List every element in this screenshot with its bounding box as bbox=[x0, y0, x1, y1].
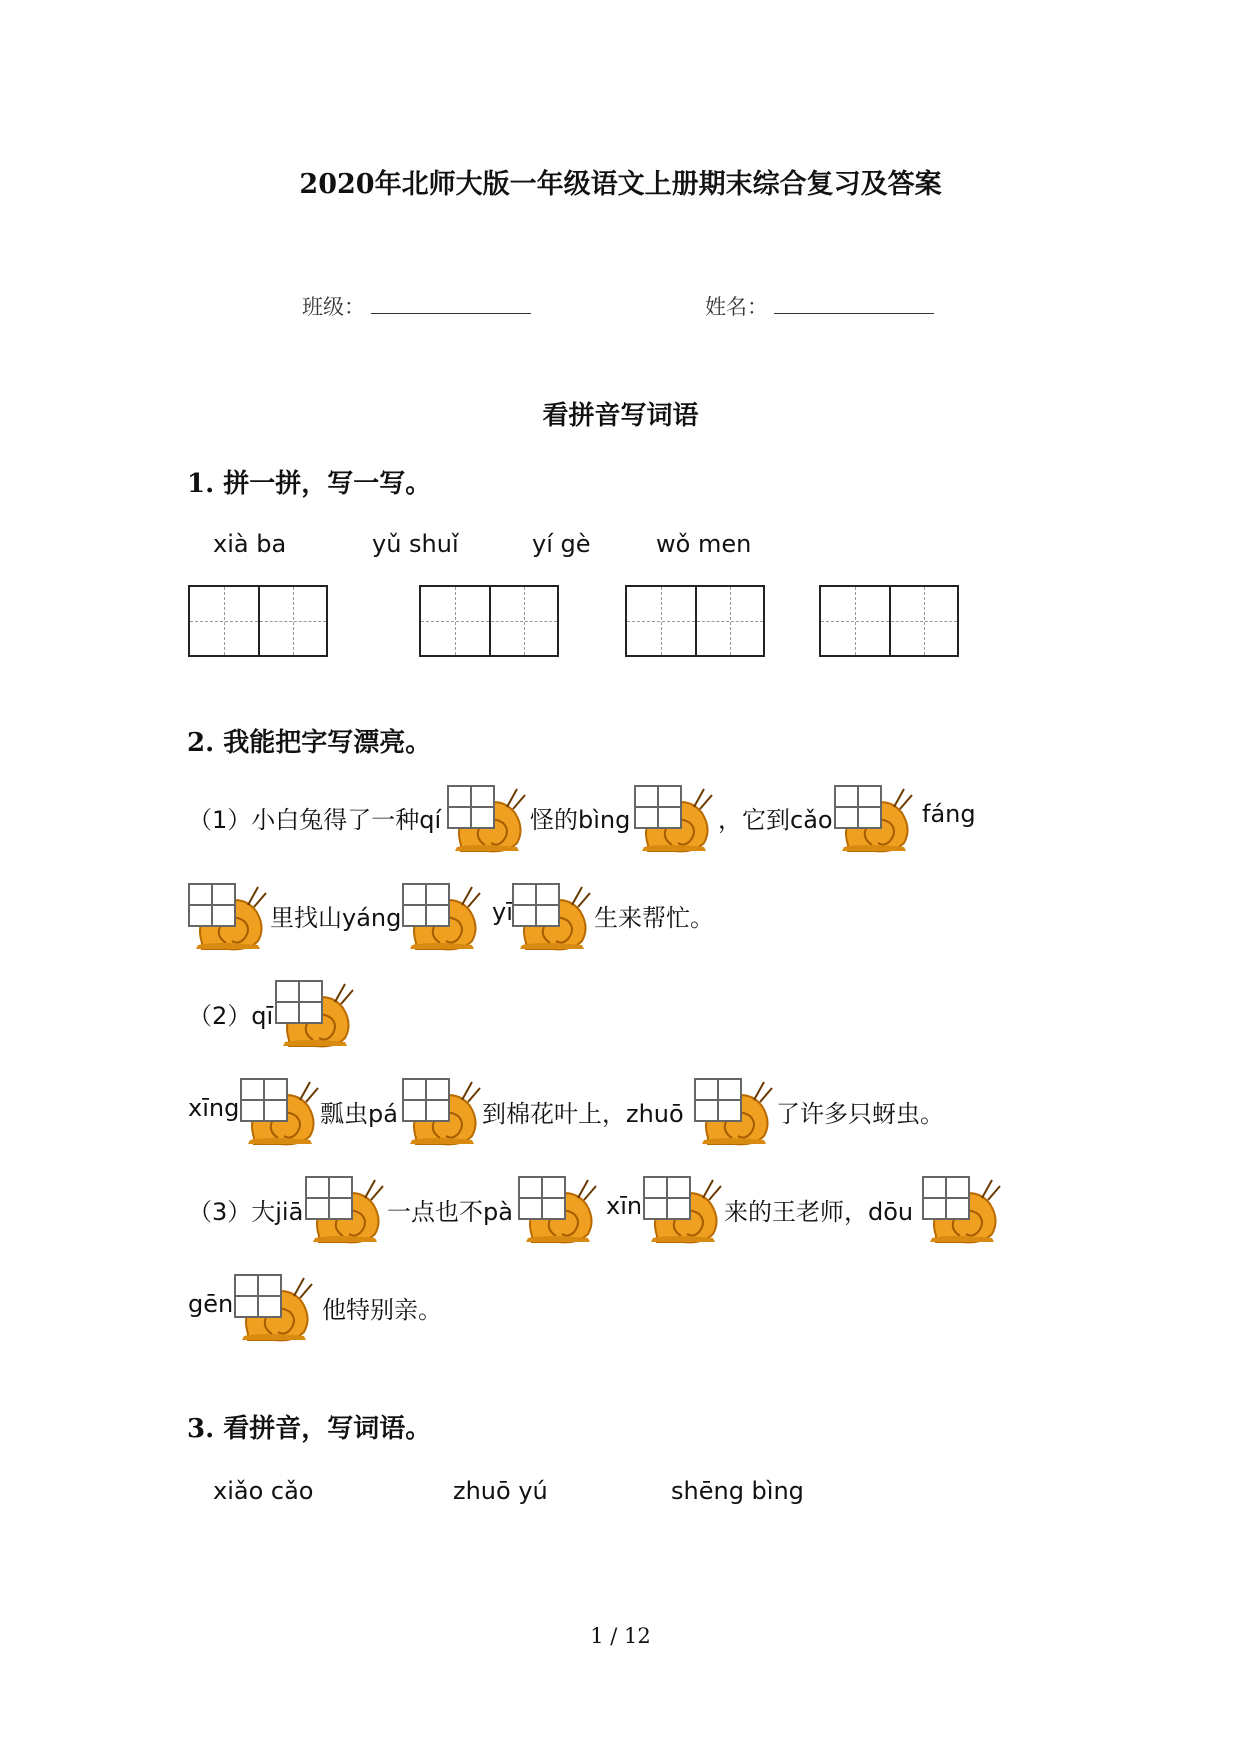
snail-grid[interactable] bbox=[402, 1078, 482, 1146]
q2-l6-a: gēn bbox=[188, 1290, 234, 1318]
snail-grid[interactable] bbox=[643, 1176, 723, 1244]
class-blank[interactable] bbox=[371, 295, 531, 314]
q2-l1-d: fáng bbox=[922, 800, 976, 828]
writing-grid-3[interactable] bbox=[625, 585, 765, 657]
q2-l6-b: 他特别亲。 bbox=[322, 1296, 442, 1324]
q2-l1-c: ，它到cǎo bbox=[718, 806, 833, 834]
q2-l5-c: xīn bbox=[606, 1192, 643, 1220]
writing-grid-4[interactable] bbox=[819, 585, 959, 657]
page-title: 2020年北师大版一年级语文上册期末综合复习及答案 bbox=[299, 169, 942, 200]
writing-grid-2[interactable] bbox=[419, 585, 559, 657]
snail-grid[interactable] bbox=[694, 1078, 774, 1146]
q2-l1-b: 怪的bìng bbox=[530, 806, 631, 834]
q2-l4-d: 了许多只蚜虫。 bbox=[776, 1100, 944, 1128]
q2-l5-d: 来的王老师，dōu bbox=[724, 1198, 914, 1226]
q2-l2-a: 里找山yáng bbox=[270, 904, 402, 932]
question-1-title: 1. 拼一拼，写一写。 bbox=[187, 469, 432, 499]
snail-grid[interactable] bbox=[922, 1176, 1002, 1244]
name-field bbox=[705, 291, 934, 321]
q2-l5-a: （3）大jiā bbox=[188, 1198, 304, 1226]
q2-l2-b: yī bbox=[492, 898, 513, 926]
name-blank[interactable] bbox=[774, 295, 934, 314]
snail-grid[interactable] bbox=[518, 1176, 598, 1244]
q3-pinyin-3: shēng bìng bbox=[671, 1477, 804, 1505]
q2-l4-b: 瓢虫pá bbox=[320, 1100, 398, 1128]
q2-l1-a: （1）小白兔得了一种qí bbox=[188, 806, 442, 834]
question-2-title: 2. 我能把字写漂亮。 bbox=[187, 728, 432, 758]
q2-l3-a: （2）qī bbox=[188, 1002, 274, 1030]
pinyin-2: yǔ shuǐ bbox=[372, 530, 459, 558]
q2-l4-a: xīng bbox=[188, 1094, 240, 1122]
snail-grid[interactable] bbox=[188, 883, 268, 951]
writing-grid-1[interactable] bbox=[188, 585, 328, 657]
q3-pinyin-2: zhuō yú bbox=[453, 1477, 548, 1505]
name-label: 姓名： bbox=[705, 295, 768, 319]
snail-grid[interactable] bbox=[834, 785, 914, 853]
snail-grid[interactable] bbox=[447, 785, 527, 853]
pinyin-4: wǒ men bbox=[656, 530, 752, 558]
snail-grid[interactable] bbox=[305, 1176, 385, 1244]
class-field bbox=[302, 291, 531, 321]
snail-grid[interactable] bbox=[634, 785, 714, 853]
snail-grid[interactable] bbox=[512, 883, 592, 951]
snail-grid[interactable] bbox=[402, 883, 482, 951]
q2-l5-b: 一点也不pà bbox=[387, 1198, 513, 1226]
question-3-title: 3. 看拼音，写词语。 bbox=[187, 1414, 432, 1444]
snail-grid[interactable] bbox=[275, 980, 355, 1048]
pinyin-3: yí gè bbox=[532, 530, 591, 558]
section-title: 看拼音写词语 bbox=[542, 401, 699, 431]
q2-l4-c: 到棉花叶上，zhuō bbox=[482, 1100, 684, 1128]
snail-grid[interactable] bbox=[234, 1274, 314, 1342]
snail-grid[interactable] bbox=[240, 1078, 320, 1146]
class-label: 班级： bbox=[302, 295, 365, 319]
page-number: 1 / 12 bbox=[590, 1624, 651, 1648]
q3-pinyin-1: xiǎo cǎo bbox=[213, 1477, 314, 1505]
q2-l2-c: 生来帮忙。 bbox=[594, 904, 714, 932]
pinyin-1: xià ba bbox=[213, 530, 287, 558]
